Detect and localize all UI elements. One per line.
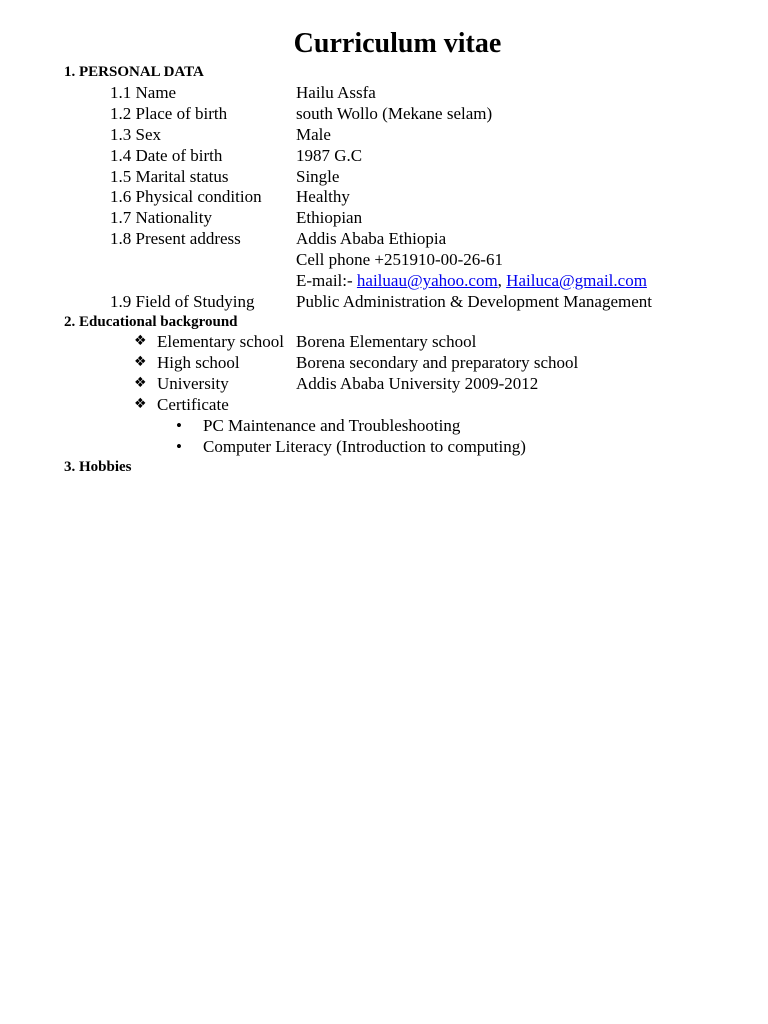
education-value: Addis Ababa University 2009-2012: [296, 374, 539, 393]
personal-value: Single: [296, 167, 340, 186]
email-prefix: E-mail:-: [296, 271, 357, 290]
phone-number: Cell phone +251910-00-26-61: [296, 250, 503, 269]
hobbies-heading: 3. Hobbies: [64, 459, 132, 475]
diamond-bullet-icon: ❖: [134, 333, 147, 349]
personal-value: Ethiopian: [296, 208, 363, 227]
personal-value: Hailu Assfa: [296, 83, 376, 102]
personal-label: 1.2 Place of birth: [110, 104, 228, 123]
personal-value: Healthy: [296, 187, 350, 206]
round-bullet-icon: •: [176, 416, 182, 435]
personal-label: 1.8 Present address: [110, 229, 241, 248]
personal-value: Male: [296, 125, 331, 144]
diamond-bullet-icon: ❖: [134, 354, 147, 370]
personal-value: 1987 G.C: [296, 146, 363, 165]
round-bullet-icon: •: [176, 437, 182, 456]
education-label: Certificate: [157, 395, 229, 414]
certificate-text: Computer Literacy (Introduction to computing): [203, 437, 526, 456]
education-label: Elementary school: [157, 332, 284, 351]
education-value: Borena secondary and preparatory school: [296, 353, 579, 372]
education-label: High school: [157, 353, 240, 372]
education-heading: 2. Educational background: [64, 314, 238, 330]
email-separator: ,: [497, 271, 507, 290]
email-line: [296, 270, 647, 291]
personal-label: 1.4 Date of birth: [110, 146, 223, 165]
personal-label: 1.7 Nationality: [110, 208, 212, 227]
education-value: Borena Elementary school: [296, 332, 477, 351]
personal-label: 1.6 Physical condition: [110, 187, 262, 206]
email-link-gmail[interactable]: Hailuca@gmail.com: [506, 271, 647, 290]
personal-value: Public Administration & Development Management: [296, 292, 652, 311]
diamond-bullet-icon: ❖: [134, 396, 147, 412]
document-title: Curriculum vitae: [293, 28, 502, 59]
personal-label: 1.5 Marital status: [110, 167, 229, 186]
personal-value: south Wollo (Mekane selam): [296, 104, 493, 123]
education-label: University: [157, 374, 229, 393]
personal-label: 1.1 Name: [110, 83, 177, 102]
email-link-yahoo[interactable]: hailuau@yahoo.com: [356, 271, 498, 290]
certificate-text: PC Maintenance and Troubleshooting: [203, 416, 461, 435]
personal-data-heading: 1. PERSONAL DATA: [64, 64, 204, 80]
personal-value: Addis Ababa Ethiopia: [296, 229, 447, 248]
diamond-bullet-icon: ❖: [134, 375, 147, 391]
personal-label: 1.3 Sex: [110, 125, 161, 144]
personal-label: 1.9 Field of Studying: [110, 292, 255, 311]
